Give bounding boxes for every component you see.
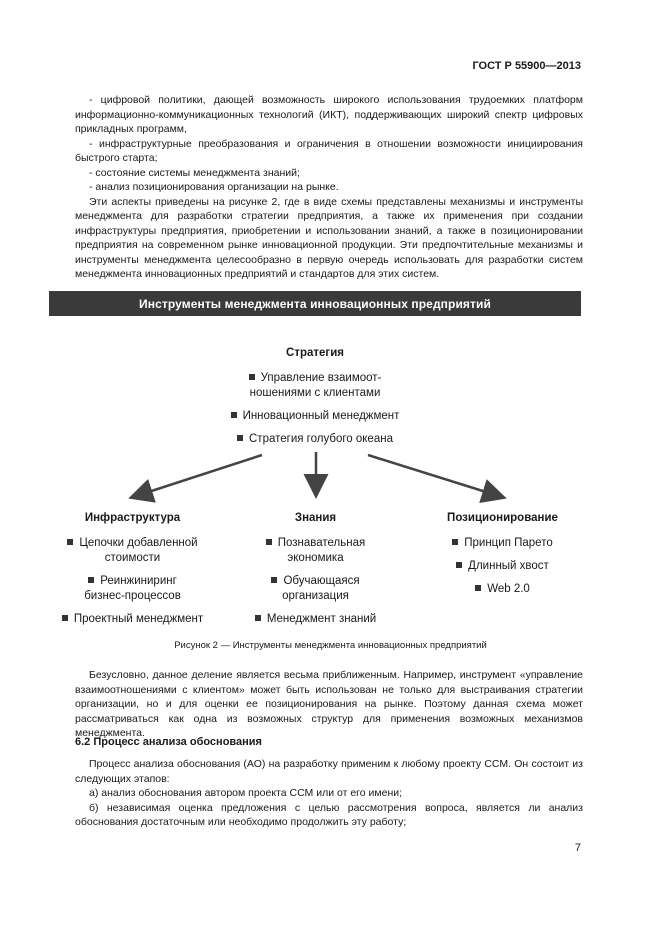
paragraph: б) независимая оценка предложения с целью рассмотрения вопроса, является ли анализ обоснования достаточным или необходимо продолжить эту работу; — [75, 801, 583, 828]
positioning-block — [420, 511, 585, 605]
after-figure-text — [75, 668, 583, 741]
bullet-icon — [62, 615, 68, 621]
positioning-item: Принцип Парето — [420, 536, 585, 551]
positioning-item: Web 2.0 — [420, 582, 585, 597]
bullet-icon — [67, 539, 73, 545]
infrastructure-item: Реинжиниринг бизнес-процессов — [84, 575, 181, 602]
paragraph: Эти аспекты приведены на рисунке 2, где в виде схемы представлены механизмы и инструменты менеджмента для разработки стратегии предприятия, а также их применения при создании инфраструктуры предприятия, приобретении и использовании знаний, а также в позиционировании предприятия на современном рынке инновационной продукции. Эти предпочтительные механизмы и инструменты менеджмента целесообразно в первую очередь использовать для разработки систем менеджмента инновационных предприятий и стандартов для этих систем. — [75, 195, 583, 280]
bullet-icon — [452, 539, 458, 545]
bullet-icon — [88, 577, 94, 583]
bullet-icon — [255, 615, 261, 621]
bullet-icon — [456, 562, 462, 568]
paragraph: - цифровой политики, дающей возможность широкого использования трудоемких платформ информационно-коммуникационных технологий (ИКТ), поддерживающих широкий спектр цифровых прикладных программ, — [75, 94, 583, 135]
paragraph: Процесс анализа обоснования (АО) на разработку применим к любому проекту ССМ. Он состоит из следующих этапов: — [75, 758, 583, 785]
knowledge-title: Знания — [294, 512, 337, 524]
knowledge-item: Обучающаяся организация — [228, 574, 403, 604]
strategy-item: Управление взаимоот- ношениями с клиентами — [249, 372, 382, 399]
paragraph: а) анализ обоснования автором проекта ССМ или от его имени; — [89, 787, 403, 799]
strategy-title: Стратегия — [286, 347, 344, 359]
figure-banner: Инструменты менеджмента инновационных предприятий — [49, 291, 581, 316]
infrastructure-title: Инфраструктура — [84, 512, 181, 524]
positioning-item: Длинный хвост — [420, 559, 585, 574]
document-id: ГОСТ Р 55900—2013 — [472, 60, 581, 72]
infrastructure-item: Цепочки добавленной стоимости — [40, 536, 225, 566]
knowledge-item: Менеджмент знаний — [228, 612, 403, 627]
knowledge-item: Познавательная экономика — [228, 536, 403, 566]
knowledge-block — [228, 511, 403, 635]
figure-caption: Рисунок 2 — Инструменты менеджмента инновационных предприятий — [174, 640, 487, 651]
paragraph: - анализ позиционирования организации на рынке. — [89, 181, 339, 193]
section-title: 6.2 Процесс анализа обоснования — [75, 736, 262, 748]
bullet-icon — [266, 539, 272, 545]
arrow-to-infrastructure — [133, 455, 262, 497]
bullet-icon — [475, 585, 481, 591]
section-text-block — [75, 757, 583, 830]
paragraph: - состояние системы менеджмента знаний; — [89, 166, 300, 179]
infrastructure-block — [40, 511, 225, 635]
bullet-icon — [271, 577, 277, 583]
paragraph: Безусловно, данное деление является весьма приближенным. Например, инструмент «управление взаимоотношениями с клиентом» может быть использован не только для выстраивания стратегии организации, но и для оценки ее позиционирования на рынке. Поэтому данная схема может рассматриваться как одна из возможных структур для применения возможных механизмов менеджмента. — [75, 669, 583, 739]
positioning-title: Позиционирование — [447, 512, 558, 524]
strategy-item: Инновационный менеджмент — [215, 409, 415, 424]
page-number: 7 — [574, 842, 581, 854]
infrastructure-item: Проектный менеджмент — [40, 612, 225, 627]
arrow-to-positioning — [368, 455, 502, 497]
strategy-item: Стратегия голубого океана — [215, 432, 415, 447]
paragraph: - инфраструктурные преобразования и ограничения в отношении возможности инициирования быстрого старта; — [75, 137, 583, 164]
